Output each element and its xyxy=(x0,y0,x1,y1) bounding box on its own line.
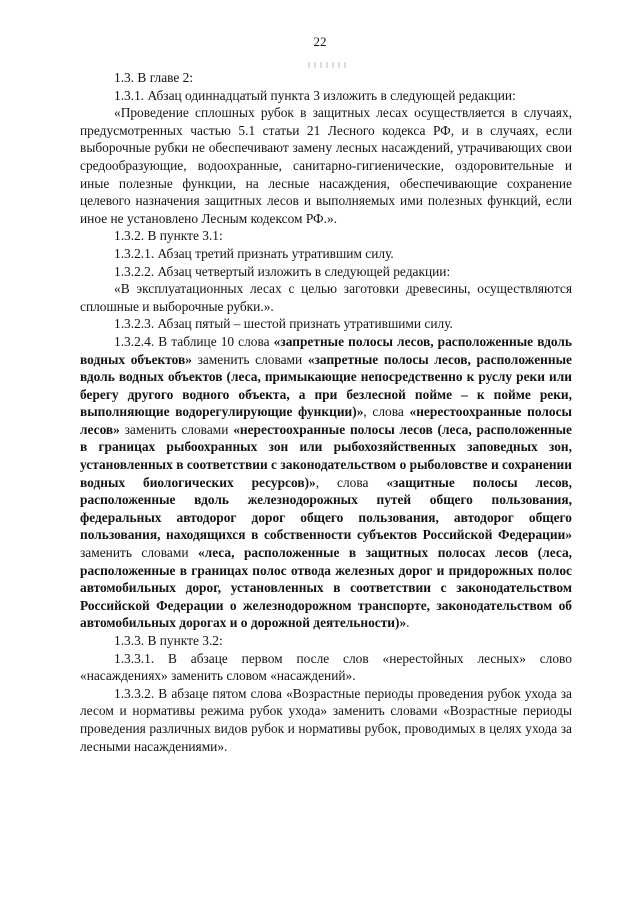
p9-text-1: 1.3.2.4. В таблице 10 слова xyxy=(114,333,274,349)
document-body xyxy=(80,69,572,755)
paragraph-1-3-1: 1.3.1. Абзац одиннадцатый пункта 3 изложить в следующей редакции: xyxy=(114,87,516,103)
paragraph-1-3-3-2: 1.3.3.2. В абзаце пятом слова «Возрастные периоды проведения рубок ухода за лесом и нормативы режима рубок ухода» заменить словами «Возрастные периоды проведения различных видов рубок и нормативы рубок, проводимых в целях ухода за лесными насаждениями». xyxy=(80,685,572,754)
paragraph-1-3-2: 1.3.2. В пункте 3.1: xyxy=(114,228,223,244)
p9-bold-1: «запретные полосы лесов, расположенные вдоль водных объектов» xyxy=(80,333,572,367)
paragraph-1-3-2-3: 1.3.2.3. Абзац пятый – шестой признать утратившими силу. xyxy=(114,316,453,332)
paragraph-1-3: 1.3. В главе 2: xyxy=(114,70,194,85)
p9-text-2: заменить словами xyxy=(191,351,308,367)
p9-text-5: , слова xyxy=(315,474,387,490)
paragraph-1-3-3: 1.3.3. В пункте 3.2: xyxy=(114,633,223,648)
p9-bold-3: «нерестоохранные полосы лесов» xyxy=(80,404,572,437)
paragraph-quote-clearcut: «Проведение сплошных рубок в защитных лесах осуществляется в случаях, предусмотренных частью 5.1 статьи 21 Лесного кодекса РФ, и в случаях, если выборочные рубки не обеспечивают замену лесных насаждений, утрачивающих свои средообразующие, водоохранные, санитарно-гигиенические, оздоровительные и иные полезные функции, на лесные насаждения, обеспечивающие сохранение целевого назначения защитных лесов и выполняемых ими полезных функций, если иное не установлено Лесным кодексом РФ.». xyxy=(80,105,572,226)
page-number: 22 xyxy=(313,34,327,49)
p9-bold-2: «запретные полосы лесов, расположенные вдоль водных объектов (леса, примыкающие непосредственно к руслу реки или берегу другого водного объекта, а при безлесной пойме – к пойме реки, выполняющие водорегулирующие функции)» xyxy=(80,351,572,420)
p9-text-7: . xyxy=(406,615,410,631)
p9-bold-4: «нерестоохранные полосы лесов (леса, расположенные в границах рыбоохранных зон или рыбохозяйственных заповедных зон, установленных в соответствии с законодательством о рыболовстве и сохранении водных биологических ресурсов)» xyxy=(80,421,572,490)
p9-bold-5: «защитные полосы лесов, расположенные вдоль железнодорожных путей общего пользования, федеральных автодорог дорог общего пользования, автодорог общего пользования, находящихся в собственности субъектов Российской Федерации» xyxy=(80,474,572,543)
paragraph-quote-exploitation: «В эксплуатационных лесах с целью заготовки древесины, осуществляются сплошные и выборочные рубки.». xyxy=(80,281,572,314)
scan-artifact xyxy=(308,62,348,68)
p9-text-4: заменить словами xyxy=(119,421,234,437)
paragraph-1-3-3-1: 1.3.3.1. В абзаце первом после слов «нерестойных лесных» слово «насаждениях» заменить словом «насаждений». xyxy=(80,650,572,684)
p9-bold-6: «леса, расположенные в защитных полосах лесов (леса, расположенные в границах полос отвода железных дорог и придорожных полос автомобильных дорог, установленных в соответствии с законодательством Российской Федерации о железнодорожном транспорте, законодательством об автомобильных дорогах и о дорожной деятельности)» xyxy=(80,545,572,631)
paragraph-1-3-2-2: 1.3.2.2. Абзац четвертый изложить в следующей редакции: xyxy=(114,263,451,279)
p9-text-6: заменить словами xyxy=(80,545,198,561)
p9-text-3: , слова xyxy=(363,404,410,420)
paragraph-1-3-2-4 xyxy=(80,333,572,632)
paragraph-1-3-2-1: 1.3.2.1. Абзац третий признать утратившим силу. xyxy=(114,245,394,261)
